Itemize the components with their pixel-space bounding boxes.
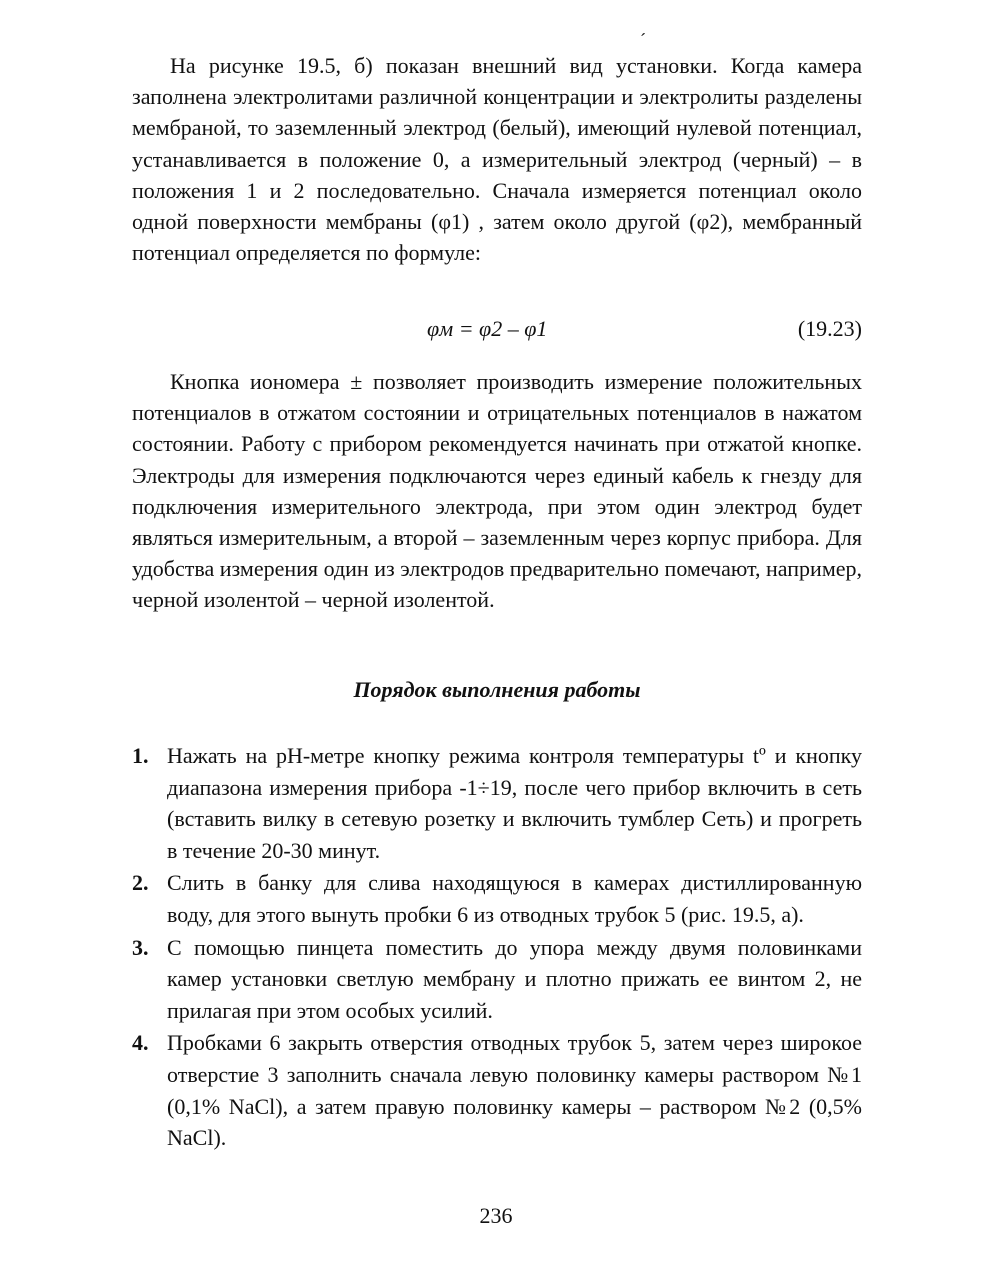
procedure-step (132, 867, 862, 930)
step-text: С помощью пинцета поместить до упора между двумя половинками камер установки светлую мембрану и плотно прижать ее винтом 2, не прилагая при этом особых усилий. (167, 934, 862, 1023)
step-text: Нажать на рН-метре кнопку режима контроля температуры tº и кнопку диапазона измерения прибора -1÷19, после чего прибор включить в сеть (вставить вилку в сетевую розетку и включить тумблер Сеть) и прогреть в течение 20-30 минут. (167, 743, 862, 863)
step-text: Пробками 6 закрыть отверстия отводных трубок 5, затем через широкое отверстие 3 заполнить сначала левую половинку камеры раствором №1 (0,1% NaCl), а затем правую половинку камеры – раствором №2 (0,5% NaCl). (167, 1030, 862, 1151)
paragraph-1 (132, 50, 862, 268)
paragraph-2: Кнопка иономера ± позволяет производить измерение положительных потенциалов в отжатом состоянии и отрицательных потенциалов в нажатом состоянии. Работу с прибором рекомендуется начинать при отжатой кнопке. Электроды для измерения подключаются через единый кабель к гнезду для подключения измерительного электрода, при этом один электрод будет являться измерительным, а второй – заземленным через корпус прибора. Для удобства измерения один из электродов предварительно помечают, например, черной изолентой – черной изолентой. (132, 369, 862, 613)
formula-expression: φм = φ2 – φ1 (427, 316, 548, 341)
step-number: 3. (132, 934, 149, 960)
formula-19-23 (132, 316, 862, 350)
step-text: Слить в банку для слива находящуюся в камерах дистиллированную воду, для этого вынуть пробки 6 из отводных трубок 5 (рис. 19.5, а). (167, 870, 862, 927)
procedure-step (132, 932, 862, 1027)
page-number: 236 (479, 1203, 513, 1228)
procedure-step (132, 1027, 862, 1153)
procedure-step (132, 740, 862, 866)
procedure-list (132, 740, 862, 1155)
section-heading: Порядок выполнения работы (353, 677, 641, 702)
pen-mark: ˊ (640, 30, 646, 50)
step-number: 1. (132, 743, 149, 768)
step-number: 2. (132, 870, 149, 896)
formula-number: (19.23) (797, 316, 862, 341)
paragraph-1-text: На рисунке 19.5, б) показан внешний вид установки. Когда камера заполнена электролитами различной концентрации и электролиты разделены мембраной, то заземленный электрод (белый), имеющий нулевой потенциал, устанавливается в положение 0, а измерительный электрод (черный) – в положения 1 и 2 последовательно. Сначала измеряется потенциал около одной поверхности мембраны (φ1) , затем около другой (φ2), мембранный потенциал определяется по формуле: (132, 53, 862, 266)
step-number: 4. (132, 1030, 149, 1056)
